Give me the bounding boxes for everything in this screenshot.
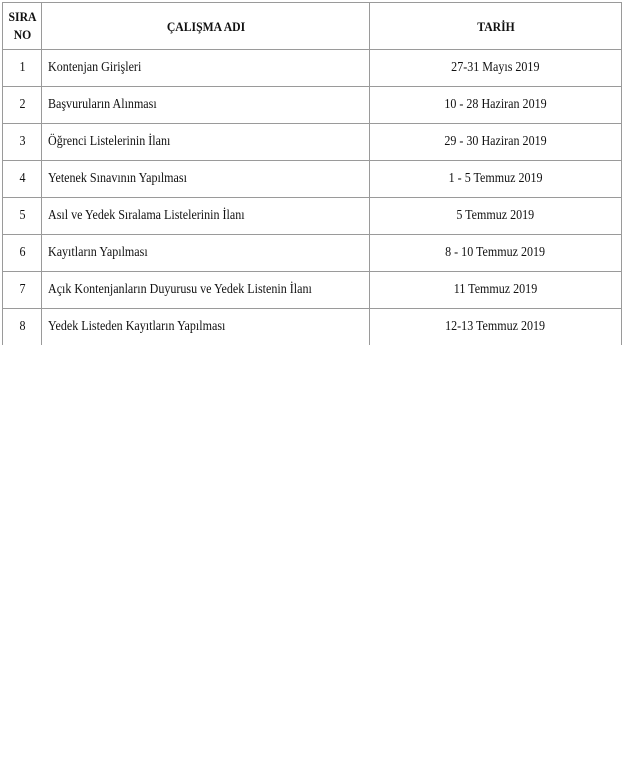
- row-activity-name-cell: [42, 50, 370, 87]
- row-date-cell: [370, 235, 622, 272]
- row-date: 1 - 5 Temmuz 2019: [448, 171, 543, 186]
- row-date-cell: [370, 309, 622, 346]
- schedule-table: [2, 2, 622, 345]
- table-row: [3, 309, 622, 346]
- table-row: [3, 198, 622, 235]
- row-number-cell: [3, 309, 42, 346]
- row-activity-name: Başvuruların Alınması: [48, 97, 157, 112]
- row-number-cell: [3, 124, 42, 161]
- row-date: 8 - 10 Temmuz 2019: [445, 245, 546, 260]
- header-sira-no-line1: SIRA: [8, 9, 36, 24]
- row-number: 5: [18, 208, 26, 223]
- header-row: [3, 3, 622, 50]
- table-row: [3, 87, 622, 124]
- row-number-cell: [3, 198, 42, 235]
- row-date-cell: [370, 50, 622, 87]
- row-activity-name: Kontenjan Girişleri: [48, 60, 142, 75]
- row-date-cell: [370, 124, 622, 161]
- row-number: 7: [18, 282, 26, 297]
- row-date: 27-31 Mayıs 2019: [451, 60, 540, 75]
- row-number-cell: [3, 161, 42, 198]
- row-activity-name-cell: [42, 198, 370, 235]
- schedule-sheet: [2, 2, 621, 345]
- row-date: 10 - 28 Haziran 2019: [444, 97, 547, 112]
- table-row: [3, 235, 622, 272]
- row-number: 6: [18, 245, 26, 260]
- row-activity-name: Yedek Listeden Kayıtların Yapılması: [48, 319, 226, 334]
- row-activity-name: Asıl ve Yedek Sıralama Listelerinin İlanı: [48, 208, 245, 223]
- row-date-cell: [370, 87, 622, 124]
- row-activity-name: Yetenek Sınavının Yapılması: [48, 171, 187, 186]
- row-activity-name: Öğrenci Listelerinin İlanı: [48, 134, 171, 149]
- row-activity-name: Açık Kontenjanların Duyurusu ve Yedek Listenin İlanı: [48, 282, 312, 297]
- row-number-cell: [3, 272, 42, 309]
- row-activity-name-cell: [42, 87, 370, 124]
- table-row: [3, 161, 622, 198]
- table-row: [3, 124, 622, 161]
- row-number: 4: [18, 171, 26, 186]
- table-row: [3, 50, 622, 87]
- table-body: [3, 50, 622, 346]
- row-number: 3: [18, 134, 26, 149]
- row-activity-name-cell: [42, 161, 370, 198]
- row-number: 8: [18, 319, 26, 334]
- row-activity-name-cell: [42, 272, 370, 309]
- row-date-cell: [370, 161, 622, 198]
- row-date: 29 - 30 Haziran 2019: [444, 134, 547, 149]
- header-sira-no-line2: NO: [13, 27, 31, 42]
- row-date-cell: [370, 272, 622, 309]
- row-date: 5 Temmuz 2019: [456, 208, 535, 223]
- table-header: [3, 3, 622, 50]
- row-activity-name-cell: [42, 235, 370, 272]
- row-date: 11 Temmuz 2019: [453, 282, 538, 297]
- table-row: [3, 272, 622, 309]
- row-number: 1: [18, 60, 26, 75]
- header-sira-no: [4, 3, 39, 50]
- row-number-cell: [3, 87, 42, 124]
- row-date-cell: [370, 198, 622, 235]
- row-date: 12-13 Temmuz 2019: [445, 319, 546, 334]
- row-activity-name-cell: [42, 124, 370, 161]
- header-tarih: TARİH: [382, 3, 609, 50]
- row-activity-name-cell: [42, 309, 370, 346]
- header-calisma-adi: ÇALIŞMA ADI: [58, 3, 353, 50]
- row-number: 2: [18, 97, 26, 112]
- row-number-cell: [3, 50, 42, 87]
- row-number-cell: [3, 235, 42, 272]
- row-activity-name: Kayıtların Yapılması: [48, 245, 148, 260]
